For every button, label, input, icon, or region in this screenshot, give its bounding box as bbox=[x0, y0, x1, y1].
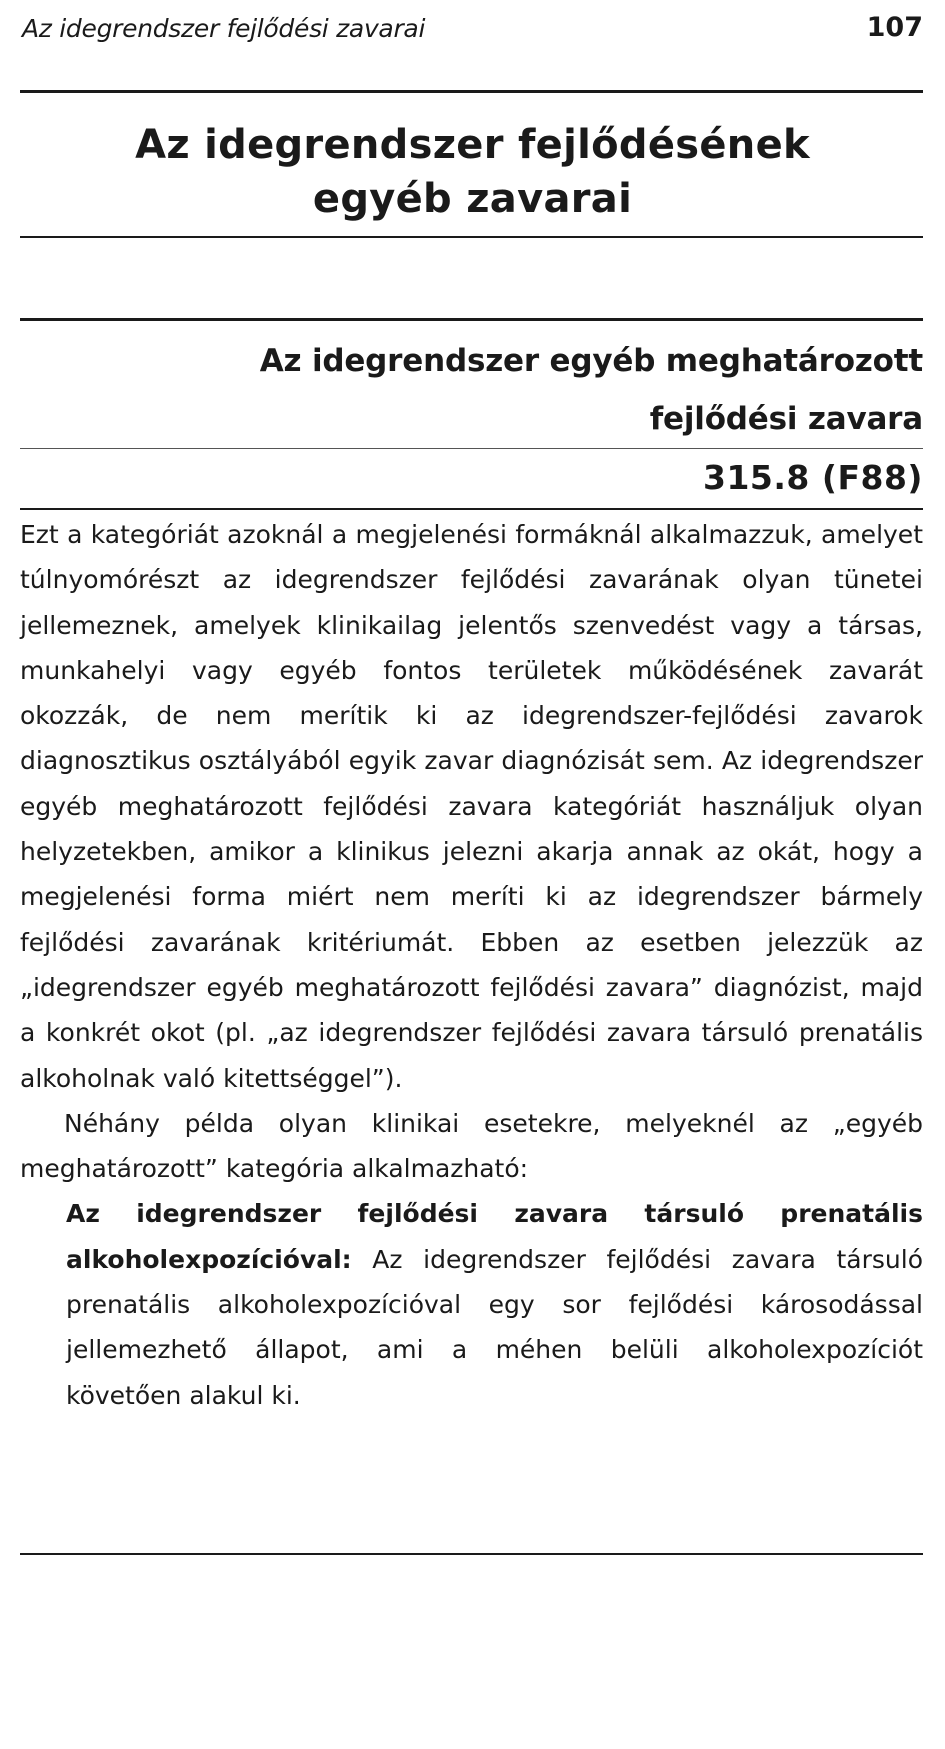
section-mid-rule bbox=[20, 448, 923, 449]
page-number: 107 bbox=[866, 12, 923, 43]
section-title-line1: Az idegrendszer egyéb meghatározott bbox=[259, 343, 923, 379]
running-head-title: Az idegrendszer fejlődési zavarai bbox=[22, 14, 426, 43]
body-text bbox=[20, 512, 923, 1418]
section-top-rule bbox=[20, 318, 923, 321]
chapter-title-line2: egyéb zavarai bbox=[312, 176, 633, 222]
example-text: Az idegrendszer fejlődési zavara társuló prenatális alkoholexpozícióval egy sor fejlődési károsodással jellemezhető állapot, ami a méhen belüli alkoholexpozíciót követően alakul ki. bbox=[66, 1244, 923, 1410]
chapter-title-line1: Az idegrendszer fejlődésének bbox=[135, 122, 810, 168]
section-title bbox=[260, 332, 923, 448]
example-term: Az idegrendszer fejlődési zavara társuló prenatális alkoholexpozícióval: bbox=[66, 1199, 923, 1274]
example-paragraph bbox=[66, 1191, 923, 1417]
examples-intro-paragraph: Néhány példa olyan klinikai esetekre, melyeknél az „egyéb meghatározott” kategória alkalmazható: bbox=[20, 1108, 923, 1184]
chapter-title bbox=[0, 118, 945, 226]
header-rule bbox=[20, 90, 923, 93]
body-paragraph: Ezt a kategóriát azoknál a megjelenési formáknál alkalmazzuk, amelyet túlnyomórészt az idegrendszer fejlődési zavarának olyan tünetei jellemeznek, amelyek klinikailag jelentős szenvedést vagy a társas, munkahelyi vagy egyéb fontos területek működésének zavarát okozzák, de nem merítik ki az idegrendszer-fejlődési zavarok diagnosztikus osztályából egyik zavar diagnózisát sem. Az idegrendszer egyéb meghatározott fejlődési zavara kategóriát használjuk olyan helyzetekben, amikor a klinikus jelezni akarja annak az okát, hogy a megjelenési forma miért nem meríti ki az idegrendszer bármely fejlődési zavarának kritériumát. Ebben az esetben jelezzük az „idegrendszer egyéb meghatározott fejlődési zavara” diagnózist, majd a konkrét okot (pl. „az idegrendszer fejlődési zavara társuló prenatális alkoholnak való kitettséggel”). bbox=[20, 520, 923, 1093]
diagnostic-code: 315.8 (F88) bbox=[703, 458, 923, 497]
chapter-title-rule bbox=[20, 236, 923, 238]
section-title-line2: fejlődési zavara bbox=[649, 401, 923, 437]
code-rule bbox=[20, 508, 923, 510]
closing-rule bbox=[20, 1553, 923, 1555]
